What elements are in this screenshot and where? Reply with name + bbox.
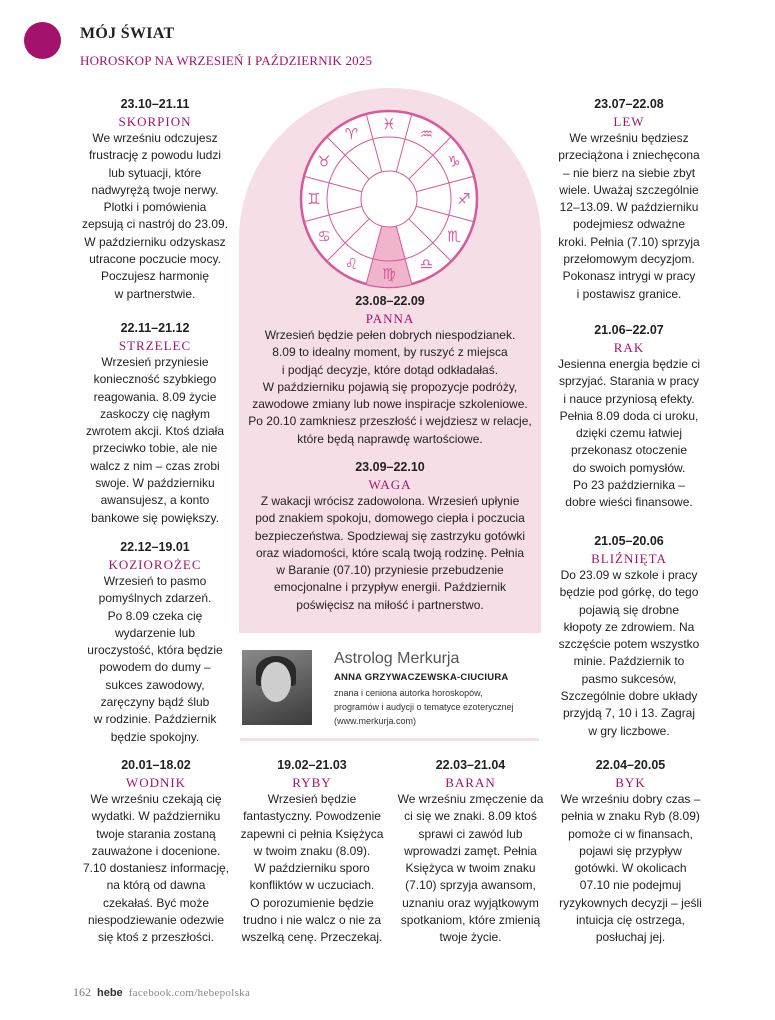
sign-text: [554, 130, 704, 303]
sign-text-line: bezpieczeństwa. Spodziewaj się zastrzyku gotówki: [254, 528, 526, 543]
sign-text: [80, 573, 230, 746]
sign-dates: 22.03–21.04: [435, 758, 506, 772]
page-subtitle: HOROSKOP NA WRZESIEŃ I PAŹDZIERNIK 2025: [80, 53, 373, 68]
sign-text-line: We wrześniu czekają cię: [90, 792, 222, 806]
sign-text-line: Po 23 października –: [572, 478, 686, 493]
sign-text-line: 8.09 to idealny moment, by ruszyć z miejsca: [272, 345, 508, 360]
sign-text: [80, 130, 230, 303]
sign-text-line: W październiku pojawią się propozycje podróży,: [262, 379, 518, 394]
sign-text-line: sukces zawodowy,: [105, 677, 205, 692]
sign-text-line: 7.10 dostaniesz informację,: [82, 861, 230, 876]
sign-name: LEW: [613, 114, 645, 129]
sign-text-line: Wrzesień to pasmo: [103, 574, 207, 588]
sign-text-line: W październiku odzyskasz: [84, 234, 226, 249]
sign-text-line: kroki. Pełnia (7.10) sprzyja: [558, 234, 700, 249]
divider: [240, 738, 539, 741]
sign-text-line: będzie pod górkę, do tego: [559, 585, 699, 600]
sign-text-line: które będą naprawdę wartościowe.: [297, 431, 483, 446]
sign-text-line: przełomowym decyzjom.: [563, 252, 695, 267]
sign-text-line: kłopoty ze zdrowiem. Na: [563, 619, 695, 634]
sign-text-line: uznaniu oraz wyjątkowym: [402, 895, 539, 910]
sign-text-line: pełnia w znaku Ryb (8.09): [561, 809, 700, 824]
sign-text-line: i postawisz granice.: [576, 286, 682, 301]
zodiac-glyph-icon: ♏: [447, 227, 461, 246]
sign-text-line: We wrześniu będziesz: [569, 131, 689, 145]
sign-text-line: swoje. W październiku: [95, 476, 215, 491]
sign-text-line: Księżyca w twoim znaku: [405, 861, 536, 876]
sign-text: [554, 567, 704, 740]
sign-text-line: przyjdą 7, 10 i 13. Zagraj: [562, 706, 696, 721]
sign-text-line: i nauce przyniosą efekty.: [563, 391, 695, 406]
zodiac-glyph-icon: ♒: [419, 125, 434, 144]
sign-text-line: O porozumienie będzie: [250, 895, 374, 910]
sign-text-line: w gry liczbowe.: [588, 723, 670, 738]
sign-dates: 23.07–22.08: [594, 97, 664, 111]
sign-text-line: zawodowe zmiany lub nowe inspiracje szkoleniowe.: [252, 397, 528, 412]
sign-text-line: w Baranie (07.10) przyniesie przebudzenie: [276, 563, 504, 578]
sign-text-line: dzięki czemu łatwiej: [575, 426, 683, 441]
sign-dates: 19.02–21.03: [277, 758, 347, 772]
sign-text-line: trudno i nie walcz o nie za: [242, 913, 382, 928]
sign-text-line: intuicja cię ostrzega,: [576, 913, 685, 928]
sign-text-line: przeciążona i zniechęcona: [558, 148, 700, 163]
zodiac-wheel-icon: [296, 106, 482, 292]
brand-logo: hebe: [97, 987, 123, 999]
sign-text-line: przeciwko tobie, ale nie: [92, 441, 218, 456]
sign-text-line: frustrację z powodu ludzi: [88, 148, 222, 163]
sign-dates: 23.09–22.10: [355, 460, 425, 474]
sign-text-line: szczęście potem wszystko: [558, 637, 700, 652]
sign-text-line: ryzykownych decyzji – jeśli: [559, 895, 702, 910]
sign-text-line: dobre wieści finansowe.: [565, 495, 693, 510]
sign-text-line: nadwyrężą twoje nerwy.: [91, 182, 219, 197]
sign-name: PANNA: [365, 311, 415, 326]
sign-text-line: 12–13.09. W październiku: [559, 200, 699, 215]
sign-name: WODNIK: [125, 775, 187, 790]
sign-text-line: gotówki. W okolicach: [574, 861, 687, 876]
sign-text-line: czekałaś. Być może: [102, 895, 210, 910]
sign-text-line: utracone poczucie mocy.: [89, 252, 221, 267]
sign-name: KOZIOROŻEC: [108, 557, 202, 572]
footer: [73, 985, 250, 1000]
sign-text: [242, 327, 538, 448]
zodiac-glyph-icon: ♓: [382, 115, 396, 133]
sign-name: RYBY: [292, 775, 332, 790]
sign-dates: 21.05–20.06: [594, 534, 664, 548]
zodiac-glyph-icon: ♑: [447, 152, 461, 171]
sign-text-line: We wrześniu dobry czas –: [560, 792, 701, 806]
sign-text-line: zapewni ci pełnia Księżyca: [240, 826, 384, 841]
sign-text-line: sprzyjać. Starania w pracy: [558, 374, 700, 389]
sign-blizneta: [554, 533, 704, 740]
sign-text-line: w rodzinie. Październik: [93, 712, 217, 727]
sign-text-line: (7.10) sprzyja awansom,: [405, 878, 536, 893]
sign-dates: 22.12–19.01: [120, 540, 190, 554]
sign-text: [392, 791, 549, 947]
sign-text-line: Poczujesz harmonię: [100, 269, 210, 284]
sign-text-line: – nie bierz na siebie zbyt: [562, 165, 696, 180]
sign-text-line: na którą od dawna: [106, 878, 206, 893]
sign-text-line: się ktoś z przeszłości.: [97, 930, 215, 945]
section-title: MÓJ ŚWIAT: [80, 25, 175, 42]
sign-text-line: w partnerstwie.: [114, 286, 196, 301]
sign-text-line: Wrzesień będzie pełen dobrych niespodzianek.: [264, 328, 516, 342]
sign-name: BARAN: [445, 775, 496, 790]
sign-text: [553, 791, 708, 947]
sign-text-line: pojawi się przypływ: [579, 843, 682, 858]
sign-text: [554, 356, 704, 512]
sign-text-line: posłuchaj jej.: [595, 930, 666, 945]
sign-text-line: pomoże ci w finansach,: [568, 826, 693, 841]
zodiac-glyph-icon: ♌: [344, 254, 359, 273]
sign-lew: [554, 96, 704, 303]
sign-dates: 22.11–21.12: [120, 321, 190, 335]
astrologer-photo: [242, 650, 312, 725]
sign-text: [75, 791, 237, 947]
sign-text-line: wprowadzi zamęt. Pełnia: [404, 843, 537, 858]
sign-text-line: 07.10 nie podejmuj: [579, 878, 682, 893]
sign-text-line: wszelką cenę. Przeczekaj.: [241, 930, 383, 945]
sign-text-line: Do 23.09 w szkole i pracy: [560, 568, 698, 582]
sign-text-line: wiele. Uważaj szczególnie: [559, 182, 699, 197]
sign-text-line: Pełnia 8.09 doda ci uroku,: [559, 408, 699, 423]
sign-text-line: zaręczyny bądź ślub: [100, 695, 210, 710]
sign-text-line: poświęcisz na miłość i partnerstwo.: [296, 597, 484, 612]
sign-panna: [242, 293, 538, 448]
sign-text-line: zauważone i docenione.: [91, 843, 221, 858]
sign-text-line: minie. Październik to: [573, 654, 685, 669]
sign-name: BLIŹNIĘTA: [591, 551, 667, 566]
sign-wodnik: [75, 757, 237, 947]
sign-text-line: Po 8.09 czeka cię: [107, 608, 203, 623]
sign-text-line: ci się we znaki. 8.09 ktoś: [404, 809, 537, 824]
zodiac-glyph-icon: ♊: [307, 190, 321, 208]
zodiac-glyph-icon: ♋: [317, 227, 331, 246]
sign-baran: [392, 757, 549, 947]
sign-dates: 20.01–18.02: [121, 758, 191, 772]
astrologer-desc: znana i ceniona autorka horoskopów, programów i audycji o tematyce ezoterycznej (www.merkurja.com): [334, 688, 514, 726]
zodiac-glyph-icon: ♐: [457, 190, 471, 208]
sign-text-line: Plotki i pomówienia: [103, 200, 207, 215]
sign-name: WAGA: [368, 477, 412, 492]
sign-text-line: We wrześniu odczujesz: [92, 131, 218, 145]
sign-text-line: walcz z nim – czas zrobi: [90, 458, 220, 473]
sign-koziorozec: [80, 539, 230, 746]
page-number: 162: [73, 985, 91, 999]
sign-strzelec: [80, 320, 230, 527]
astrologer-title: Astrolog Merkurja: [334, 650, 460, 667]
sign-text-line: pojawią się drobne: [578, 602, 680, 617]
sign-name: STRZELEC: [118, 338, 192, 353]
sign-text-line: emocjonalne i przypływ energii. Październik: [273, 580, 507, 595]
sign-name: BYK: [615, 775, 646, 790]
sign-text-line: zepsują ci nastrój do 23.09.: [81, 217, 229, 232]
sign-dates: 23.08–22.09: [355, 294, 425, 308]
sign-text-line: We wrześniu zmęczenie da: [397, 792, 544, 806]
sign-text-line: i podjąć decyzje, które dotąd odkładałaś.: [281, 362, 499, 377]
sign-byk: [553, 757, 708, 947]
sign-name: SKORPION: [118, 114, 192, 129]
sign-text-line: pod znakiem spokoju, domowego ciepła i poczucia: [255, 511, 525, 526]
sign-text-line: Jesienna energia będzie ci: [557, 357, 701, 371]
sign-text-line: niespodziewanie odezwie: [87, 913, 225, 928]
sign-text-line: oraz wiadomości, które scalą twoją rodzinę. Pełnia: [255, 545, 525, 560]
sign-text-line: Wrzesień przyniesie: [101, 355, 209, 369]
sign-text-line: uroczystość, która będzie: [87, 643, 223, 658]
sign-text: [80, 354, 230, 527]
sign-text-line: pasmo sukcesów,: [581, 671, 677, 686]
sign-text-line: Z wakacji wrócisz zadowolona. Wrzesień upłynie: [260, 494, 520, 508]
sign-text-line: Szczególnie dobre układy: [560, 689, 698, 704]
sign-text: [237, 791, 387, 947]
sign-dates: 22.04–20.05: [595, 758, 666, 772]
zodiac-glyph-icon: ♈: [344, 125, 359, 144]
sign-waga: [242, 459, 538, 614]
sign-text-line: pomyślnych zdarzeń.: [98, 591, 212, 606]
sign-text-line: wydarzenie lub: [114, 625, 196, 640]
sign-text-line: powodem do dumy –: [99, 660, 211, 675]
sign-text-line: podejmiesz odważne: [572, 217, 686, 232]
sign-text-line: W październiku sporo: [254, 861, 370, 876]
sign-text-line: Wrzesień będzie: [267, 792, 357, 806]
sign-text-line: konfliktów w uczuciach.: [249, 878, 375, 893]
sign-text-line: w twoim znaku (8.09).: [253, 843, 371, 858]
sign-text-line: awansujesz, a konto: [100, 493, 210, 508]
sign-skorpion: [80, 96, 230, 303]
sign-text-line: wydatki. W październiku: [91, 809, 221, 824]
sign-text-line: przekonasz otoczenie: [570, 443, 688, 458]
sign-text-line: będzie spokojny.: [110, 729, 200, 744]
astrologer-name: ANNA GRZYWACZEWSKA-CIUCIURA: [334, 672, 509, 683]
zodiac-glyph-icon: ♍: [382, 265, 396, 283]
sign-text-line: twoje życie.: [439, 930, 502, 945]
sign-dates: 21.06–22.07: [594, 323, 664, 337]
zodiac-glyph-icon: ♉: [317, 152, 331, 171]
sign-text-line: reagowania. 8.09 życie: [93, 389, 217, 404]
sign-name: RAK: [613, 340, 645, 355]
sign-text-line: zwrotem akcji. Ktoś działa: [85, 424, 225, 439]
sign-text-line: spotkaniom, które zmienią: [400, 913, 541, 928]
footer-url[interactable]: facebook.com/hebepolska: [128, 987, 251, 999]
sign-text-line: fantastyczny. Powodzenie: [243, 809, 381, 824]
section-dot-icon: [24, 22, 61, 59]
sign-rak: [554, 322, 704, 512]
sign-dates: 23.10–21.11: [120, 97, 190, 111]
sign-text-line: twoje starania zostaną: [96, 826, 216, 841]
sign-text-line: do swoich pomysłów.: [572, 460, 686, 475]
sign-text-line: sprawi ci zawód lub: [418, 826, 523, 841]
sign-text-line: bankowe się powiększy.: [91, 510, 219, 525]
sign-text: [242, 493, 538, 614]
sign-text-line: zaskoczy cię nagłym: [99, 406, 211, 421]
sign-ryby: [237, 757, 387, 947]
sign-text-line: Po 20.10 zamkniesz przeszłość i wejdziesz w relacje,: [248, 414, 532, 429]
sign-text-line: lub sytuacji, które: [108, 165, 202, 180]
sign-text-line: Pokonasz intrygi w pracy: [562, 269, 696, 284]
sign-text-line: konieczność szybkiego: [93, 372, 217, 387]
zodiac-glyph-icon: ♎: [419, 254, 434, 273]
